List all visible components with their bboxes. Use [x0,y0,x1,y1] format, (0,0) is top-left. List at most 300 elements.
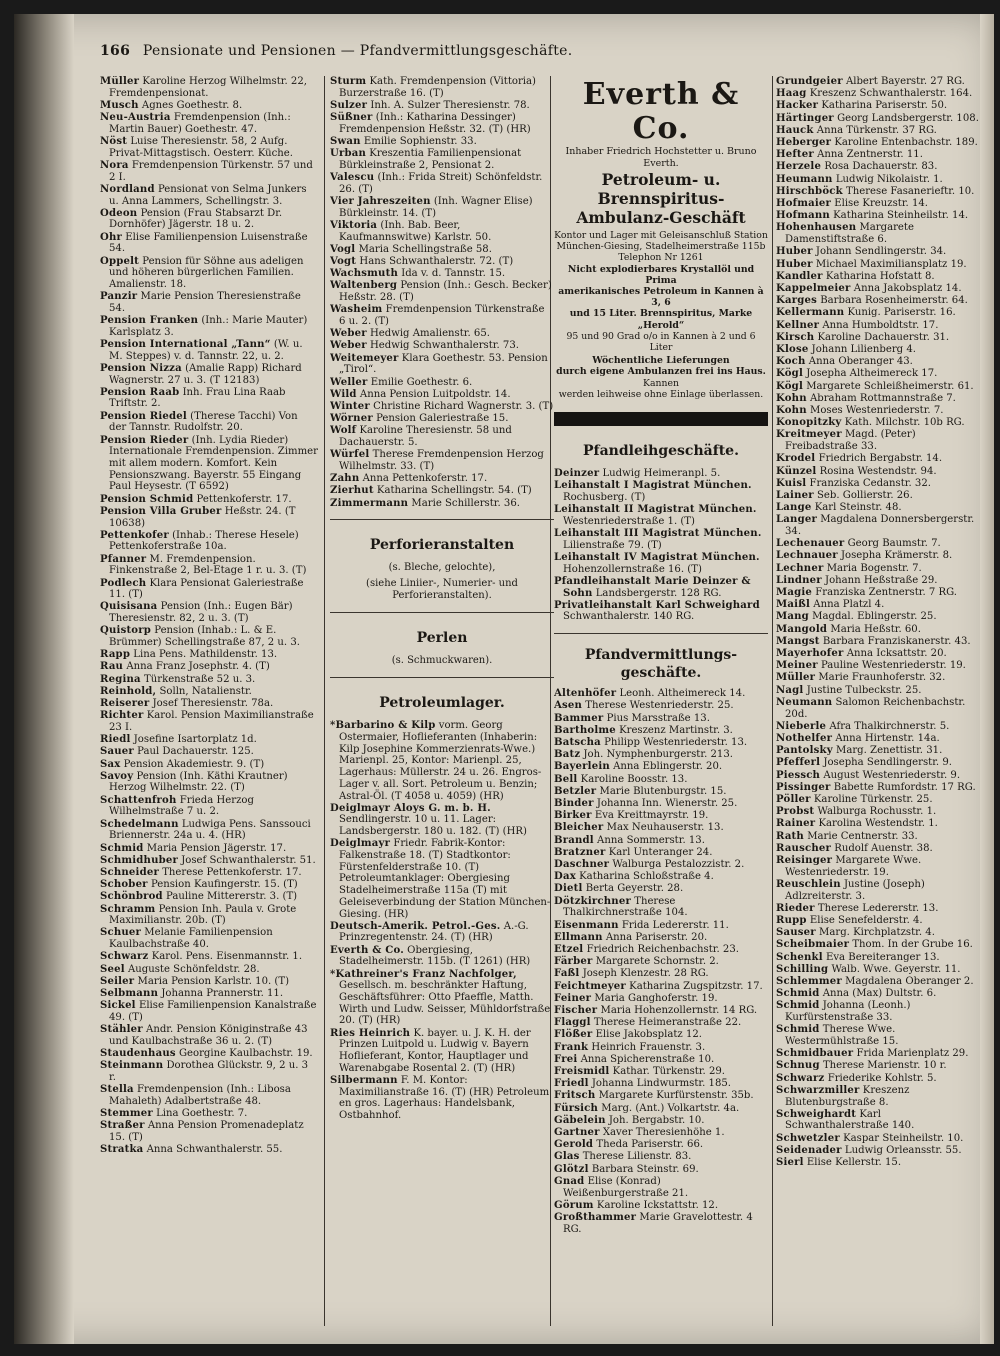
entry-name: Rapp [100,649,131,661]
directory-entry [100,686,318,698]
entry-name: Savoy [100,770,134,782]
directory-entry [554,968,768,980]
entry-details: Klara Goethestr. 53. Pension „Tirol“. [339,352,548,376]
entry-details: Karl Unteranger 24. [608,846,713,858]
entry-details: Marie Schillerstr. 36. [411,497,520,509]
directory-entry [100,387,318,410]
directory-entry [776,393,984,405]
section-bar [554,412,768,426]
entry-details: Therese Marienstr. 10 r. [822,1060,947,1072]
directory-entry [100,112,318,135]
directory-entry [776,137,984,149]
entry-name: Altenhöfer [554,688,617,700]
entry-details: Elise Familienpension Luisenstraße 54. [109,231,308,255]
entry-details: Therese Thalkirchnerstraße 104. [563,895,688,919]
entry-details: Barbara Franziskanerstr. 43. [822,635,971,647]
directory-entry [330,485,554,497]
entry-details: Fremdenpension (Inh.: Martin Bauer) Goethestr. 47. [109,112,291,135]
entry-name: Müller [100,76,140,87]
directory-entry [776,344,984,356]
directory-entry [100,951,318,963]
entry-details: Lina Pens. Mathildenstr. 13. [133,649,278,661]
entry-name: Süßner [330,112,373,124]
entry-name: Schwarzmiller [776,1084,860,1096]
entry-name: Vogt [330,256,357,268]
entry-name: Urban [330,148,367,160]
directory-entry [100,506,318,529]
ad-product: Ambulanz-Geschäft [576,208,746,227]
entry-name: Nothelfer [776,732,833,744]
directory-entry [776,453,984,465]
entry-name: Bleicher [554,822,604,834]
directory-entry [776,1060,984,1072]
entry-name: Schweighardt [776,1108,857,1120]
directory-entry [554,576,768,599]
directory-entry [100,649,318,661]
directory-entry [776,599,984,611]
directory-entry [776,794,984,806]
directory-entry [554,1029,768,1041]
directory-entry [554,552,768,575]
divider [330,677,554,678]
directory-entry [100,363,318,386]
entry-name: Wachsmuth [330,268,398,280]
entry-name: Rieder [776,902,815,914]
entry-details: Schwanthalerstr. 140 RG. [563,611,695,623]
entry-details: Walburga Rochusstr. 1. [817,806,937,818]
directory-entry [100,927,318,950]
entry-details: Katharina Schloßstraße 4. [579,871,714,883]
entry-details: Theda Pariserstr. 66. [596,1139,704,1151]
directory-entry [330,172,554,195]
directory-entry [776,831,984,843]
ad-owner: Inhaber Friedrich Hochstetter u. Bruno Everth. [565,146,757,169]
divider [330,612,554,613]
entry-name: Quisisana [100,601,158,613]
entry-name: Sauer [100,746,134,758]
entry-details: Georg Landsbergerstr. 108. [837,112,979,124]
directory-entry [776,259,984,271]
directory-entry [330,921,554,944]
entry-name: Kappelmeier [776,282,851,294]
entry-details: Babette Rumfordstr. 17 RG. [833,781,976,793]
directory-entry [776,478,984,490]
directory-entry [554,1151,768,1163]
entry-details: Lilienstraße 79. (T) [563,539,662,551]
entry-details: Marie Gravelottestr. 4 RG. [563,1211,753,1235]
directory-entry [776,672,984,684]
directory-entry [100,904,318,927]
entry-details: Kreszenz Blutenburgstraße 8. [785,1084,910,1108]
entry-details: Katharina Hofstatt 8. [825,270,935,282]
entry-name: Zimmermann [330,497,409,509]
entry-name: Hauck [776,124,814,136]
entry-details: Johann Heßstraße 29. [825,574,938,586]
directory-entry [554,1200,768,1212]
directory-entry [554,1042,768,1054]
directory-entry [100,601,318,624]
directory-entry [776,381,984,393]
entry-name: Panzir [100,291,138,303]
entry-details: Melanie Familienpension Kaulbachstraße 40. [109,927,273,951]
entry-details: Pauline Mittererstr. 3. (T) [166,891,298,903]
entry-name: Podlech [100,577,147,589]
entry-details: Anna Icksattstr. 20. [846,648,947,660]
entry-details: Karoline Boosstr. 13. [580,773,688,785]
entry-name: Zierhut [330,485,374,497]
directory-entry [554,1017,768,1029]
directory-entry [554,480,768,503]
entry-name: Stella [100,1084,134,1096]
entry-details: (Inh. Bab. Beer, Kaufmannswitwe) Karlstr. 50. [339,219,492,243]
directory-entry [554,600,768,623]
entry-details: Kath. Milchstr. 10b RG. [844,417,965,429]
entry-name: Pfefferl [776,757,821,769]
directory-entry [330,136,554,148]
directory-entry [554,981,768,993]
entry-details: Kunig. Pariserstr. 16. [847,307,956,319]
directory-entry [776,611,984,623]
entry-name: Färber [554,956,593,968]
entry-details: Auguste Schönfeldstr. 28. [128,963,260,975]
directory-entry [330,220,554,243]
entry-details: Anna Pension Luitpoldstr. 14. [359,388,511,400]
entry-details: Karoline Herzog Wilhelmstr. 22, Fremdenpensionat. [109,76,307,99]
entry-details: Karl Schwanthalerstraße 140. [785,1108,915,1132]
entry-name: Heumann [776,173,833,185]
entry-name: Selbmann [100,987,159,999]
directory-entry [330,196,554,219]
directory-entry [100,855,318,867]
entry-name: Brandl [554,834,594,846]
directory-entry [100,100,318,112]
entry-details: Moses Westenriederstr. 7. [809,404,944,416]
directory-entry [554,871,768,883]
entry-name: Stähler [100,1024,143,1036]
ad-line: und 15 Liter. Brennspiritus, Marke „Herold“ [569,308,753,331]
directory-entry [330,413,554,425]
entry-name: Lechnauer [776,550,838,562]
entry-name: Wörner [330,413,373,425]
directory-entry [776,697,984,720]
directory-entry [554,1103,768,1115]
entry-name: Waltenberg [330,280,398,292]
entry-details: Therese Fasanerieftr. 10. [846,185,975,197]
entry-details: (Inh.: Katharina Dessinger) Fremdenpension Heßstr. 32. (T) (HR) [339,112,531,135]
directory-entry [776,210,984,222]
entry-name: Kellermann [776,307,845,319]
directory-entry [776,1157,984,1169]
entry-name: Schnug [776,1060,820,1072]
directory-entry [100,1144,318,1156]
entry-name: Schmid [100,842,144,854]
entry-details: Friederike Kohlstr. 5. [827,1072,937,1084]
entry-details: A.-G. Prinzregentenstr. 24. (T) (HR) [339,920,529,944]
directory-entry [776,648,984,660]
entry-details: Ludwig Nikolaistr. 1. [835,173,943,185]
directory-entry [100,208,318,231]
book-spine [14,14,74,1344]
directory-entry [776,1024,984,1047]
entry-name: Pension Rieder [100,434,189,446]
entry-name: Huber [776,258,813,270]
entry-name: Odeon [100,207,138,219]
entry-details: Barbara Steinstr. 69. [591,1163,699,1175]
directory-entry [554,504,768,527]
directory-entry [776,198,984,210]
ad-line: amerikanisches Petroleum in Kannen à 3, 6 [558,286,764,309]
entry-name: Mayerhofer [776,648,844,660]
entry-name: Mangold [776,623,828,635]
directory-entry [554,896,768,919]
entry-details: Hedwig Schwanthalerstr. 73. [369,340,519,352]
entry-name: Weber [330,328,367,340]
entry-name: Fritsch [554,1090,596,1102]
directory-entry [330,340,554,352]
ad-line: werden leihweise ohne Einlage überlassen. [558,388,764,400]
entry-name: *Kathreiner's Franz Nachfolger, [330,968,517,980]
entry-name: Freismidl [554,1065,610,1077]
entry-name: Frank [554,1041,589,1053]
entry-name: Batscha [554,737,601,748]
entry-name: Ohr [100,231,123,243]
entry-name: Seidenader [776,1144,842,1156]
entry-details: Ludwig Heimeranpl. 5. [602,468,721,480]
entry-details: Frida Ledererstr. 11. [621,919,729,931]
directory-entry [776,1048,984,1060]
entry-details: Josepha Sendlingerstr. 9. [823,757,952,769]
entry-details: Johanna Prannerstr. 11. [161,987,284,999]
entry-name: Viktoria [330,219,378,231]
entry-details: Rudolf Auenstr. 38. [834,842,933,854]
directory-entry [330,425,554,448]
entry-details: Anna Oberanger 43. [808,356,913,368]
entry-name: Pension Villa Gruber [100,505,222,517]
directory-entry [100,843,318,855]
entry-details: Therese Pettenkoferstr. 17. [162,866,302,878]
directory-entry [100,1024,318,1047]
directory-entry [776,161,984,173]
book-page [14,14,994,1344]
directory-entry [554,883,768,895]
entry-name: Weber [330,340,367,352]
section-title-petroleumlager: Petroleumlager. [379,695,505,712]
entry-name: Schober [100,879,148,891]
entry-name: Etzel [554,943,584,955]
entry-name: Leihanstalt III Magistrat München. [554,528,762,540]
directory-entry [330,148,554,171]
entry-name: Kirsch [776,331,815,343]
entry-details: Elise (Konrad) Weißenburgerstraße 21. [563,1175,689,1199]
directory-entry [776,721,984,733]
entry-name: Kohn [776,392,807,404]
directory-entry [776,1145,984,1157]
entry-name: *Barbarino & Kilp [330,720,436,732]
section-title-pfandleih: Pfandleihgeschäfte. [583,443,739,460]
entry-details: Kaspar Steinheilstr. 10. [843,1132,964,1144]
entry-details: Friedrich Reichenbachstr. 23. [586,943,739,955]
entry-name: Pissinger [776,781,831,793]
entry-name: Swan [330,136,361,148]
directory-entry [776,88,984,100]
entry-details: Anna Humboldtstr. 17. [822,319,939,331]
entry-name: Sturm [330,76,367,87]
directory-entry [776,855,984,878]
divider [554,633,768,634]
entry-name: Deutsch-Amerik. Petrol.-Ges. [330,920,501,932]
entry-details: Josef Schwanthalerstr. 51. [181,854,316,866]
entry-name: Ries Heinrich [330,1027,411,1039]
directory-entry [330,720,554,802]
directory-entry [776,1000,984,1023]
directory-entry [330,256,554,268]
entry-name: Quistorp [100,625,152,637]
entry-details: Anna Spicherenstraße 10. [580,1053,715,1065]
directory-entry [776,757,984,769]
entry-details: Albert Bayerstr. 27 RG. [845,76,965,87]
entry-details: Eva Kreittmayrstr. 19. [594,810,709,822]
entry-details: Pius Marsstraße 13. [606,712,710,724]
directory-entry [554,1139,768,1151]
entry-name: Rainer [776,818,816,830]
entry-details: Pauline Westenriederstr. 19. [820,660,966,672]
entry-details: Anna Franz Josephstr. 4. (T) [126,661,270,673]
entry-details: Maria Bogenstr. 7. [826,562,922,574]
directory-entry [776,1133,984,1145]
entry-details: Karol. Pension Maximilianstraße 23 I. [109,710,314,733]
entry-name: Wild [330,388,357,400]
entry-name: Schilling [776,963,829,975]
directory-entry [776,903,984,915]
entry-name: Feichtmeyer [554,980,626,992]
entry-name: Dietl [554,883,583,895]
ad-title: Everth & Co. [582,77,740,146]
entry-name: Musch [100,99,139,111]
entry-name: Meiner [776,660,818,672]
entry-name: Lainer [776,489,814,501]
ad-line: Telephon Nr 1261 [618,252,704,264]
directory-entry [776,964,984,976]
entry-name: Sierl [776,1157,804,1169]
entry-name: Privatleihanstalt Karl Schweighard [554,599,760,611]
directory-entry [330,401,554,413]
entry-name: Oppelt [100,255,140,267]
entry-name: Rau [100,661,124,673]
entry-details: Joh. Bergabstr. 10. [608,1114,705,1126]
entry-details: (Inh. Wagner Elise) Bürkleinstr. 14. (T) [339,196,533,219]
entry-details: Kreszentia Familienpensionat Bürkleinstraße 2, Pensionat 2. [339,148,522,171]
directory-entry [330,268,554,280]
directory-entry [776,563,984,575]
directory-entry [100,819,318,842]
entry-name: Schmidbauer [776,1048,854,1060]
entry-details: Max Neuhauserstr. 13. [606,822,724,834]
entry-name: Nöst [100,136,128,148]
entry-name: Kandler [776,270,823,282]
entry-details: Georgine Kaulbachstr. 19. [178,1047,313,1059]
entry-name: Pension Schmid [100,493,194,505]
entry-name: Bratzner [554,846,606,858]
entry-name: Nordland [100,183,155,195]
directory-entry [554,786,768,798]
entry-name: Asen [554,700,583,712]
entry-details: (W. u. M. Steppes) v. d. Tannstr. 22, u. 2. [109,338,303,362]
directory-entry [554,468,768,480]
directory-entry [100,256,318,291]
entry-details: Pension Akademiestr. 9. (T) [123,758,265,770]
directory-entry [330,1028,554,1075]
directory-entry [100,976,318,988]
entry-name: Mang [776,611,809,623]
entry-name: Kreitmeyer [776,429,842,441]
directory-entry [776,149,984,161]
entry-name: Sauser [776,927,816,939]
entry-name: Eisenmann [554,919,619,931]
directory-entry [776,113,984,125]
entry-details: Marg. (Ant.) Volkartstr. 4a. [601,1102,740,1114]
entry-name: Leihanstalt I Magistrat München. [554,480,752,492]
entry-details: Anna Schwanthalerstr. 55. [146,1144,283,1156]
entry-details: Dorothea Glückstr. 9, 2 u. 3 r. [109,1060,309,1083]
entry-details: Pension Kaufingerstr. 15. (T) [150,879,298,891]
entry-details: Georg Baumstr. 7. [847,538,941,550]
entry-details: Anna (Max) Dultstr. 6. [822,988,937,1000]
entry-details: Marie Pension Theresienstraße 54. [109,291,301,314]
entry-details: Elise Familienpension Kanalstraße 49. (T) [109,1000,317,1023]
entry-details: Gesellsch. m. beschränkter Haftung, Geschäftsführer: Otto Pfaeffle, Matth. Wirth und Ludw. Seisser, Mühldorfstraße 20. (T) (HR) [339,980,551,1027]
entry-details: Katharina Pariserstr. 50. [821,100,948,112]
entry-name: Großthammer [554,1211,637,1223]
directory-entry [330,803,554,838]
entry-details: Pettenkoferstr. 17. [196,493,292,505]
entry-details: Magd. (Peter) Freibadstraße 33. [785,429,916,453]
entry-name: Hefter [776,149,814,161]
entry-name: Pettenkofer [100,529,169,541]
directory-entry [100,625,318,648]
directory-entry [554,798,768,810]
entry-name: Schwarz [776,1072,825,1084]
entry-name: Kögl [776,368,803,380]
entry-details: Pension (Frau Stabsarzt Dr. Dornhöfer) Jägerstr. 18 u. 2. [109,207,283,231]
directory-entry [554,859,768,871]
entry-details: Kath. Fremdenpension (Vittoria) Burzerstraße 16. (T) [339,76,536,99]
directory-entry [554,920,768,932]
directory-entry [776,1109,984,1132]
entry-details: Landsbergerstr. 128 RG. [595,587,722,599]
entry-name: Deiglmayr [330,838,391,850]
entry-details: Katharina Steinheilstr. 14. [833,210,969,222]
petroleum-list [330,720,554,1121]
directory-entry [776,733,984,745]
entry-name: Lechenauer [776,538,845,550]
entry-details: Johann Sendlingerstr. 34. [815,246,947,258]
entry-name: Bartholme [554,724,616,736]
directory-entry [100,160,318,183]
column-rule [772,76,773,1326]
directory-entry [330,1075,554,1122]
directory-entry [776,490,984,502]
entry-name: Gerold [554,1139,594,1151]
entry-details: Friedr. Fabrik-Kontor: Falkenstraße 18. (T) Stadtkontor: Fürstenfelderstraße 10. (T) Petroleumtanklager: Obergiesing Stadelheimerstraße 115a (T) mit Geleiseverbindung der Station München-Giesing. (HR) [339,838,551,920]
entry-details: Hohenzollernstraße 16. (T) [563,563,702,575]
entry-details: Abraham Rottmannstraße 7. [809,392,956,404]
directory-entry [330,304,554,327]
directory-entry [100,339,318,362]
directory-entry [330,969,554,1028]
directory-entry [100,554,318,577]
entry-details: Margarete Damenstiftstraße 6. [785,222,914,246]
entry-details: Pension Galeriestraße 15. [376,413,509,425]
